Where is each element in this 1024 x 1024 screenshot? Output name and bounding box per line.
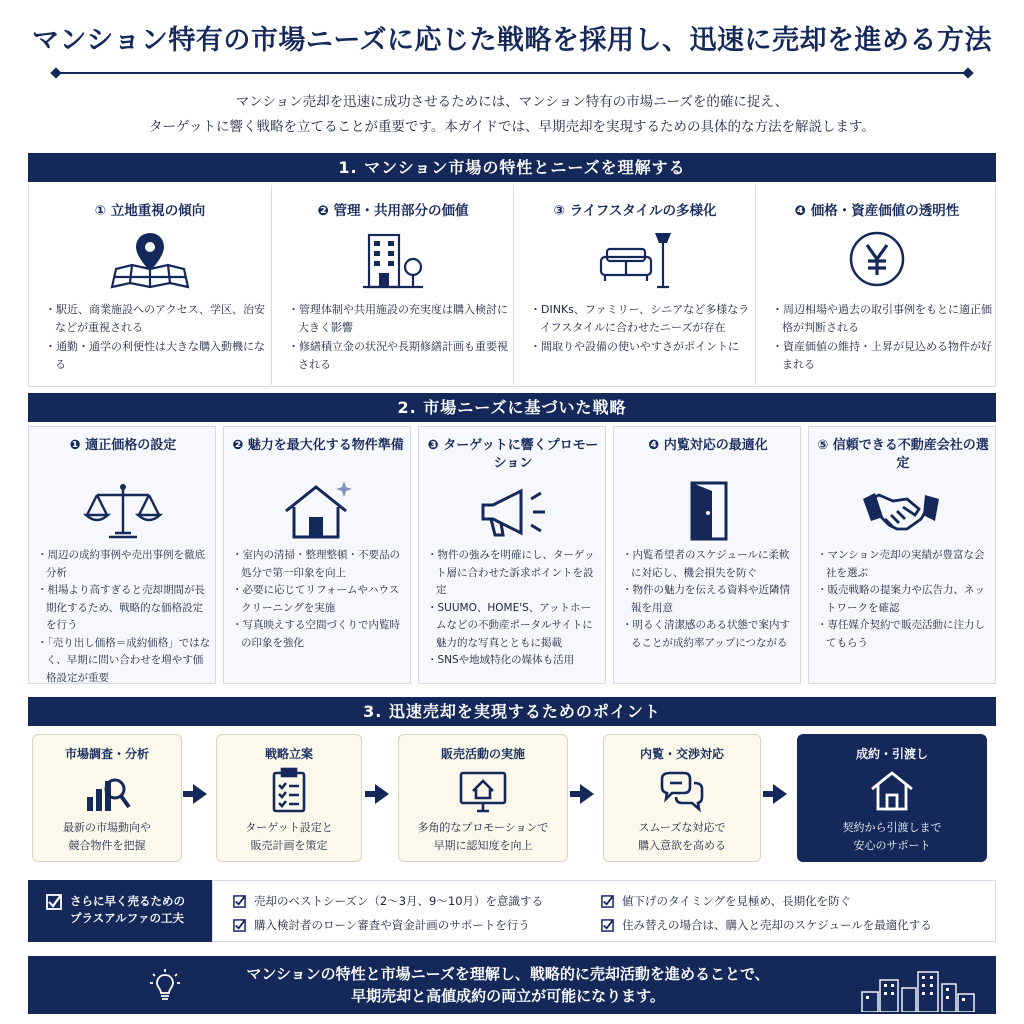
tip-item — [601, 893, 851, 909]
list-item: ・ 物件の強みを明確にし、ターゲット層に合わせた訴求ポイントを設定 — [427, 547, 601, 600]
step-description — [798, 819, 986, 855]
step-line: 競合物件を把握 — [68, 839, 146, 852]
list-item: ・ 必要に応じてリフォームやハウスクリーニングを実施 — [232, 582, 406, 617]
list-item: ・ 駅近、商業施設へのアクセス、学区、治安などが重視される — [45, 301, 265, 337]
card-title: ① 立地重視の傾向 — [94, 203, 206, 219]
map-pin-icon — [110, 229, 190, 289]
section1-panel — [28, 185, 996, 387]
step-description — [399, 819, 567, 855]
tips-label-line: プラスアルファの工夫 — [70, 911, 184, 925]
strategy-card — [223, 426, 411, 684]
bullet-list — [45, 301, 265, 375]
strategy-card — [28, 426, 216, 684]
tip-text: 住み替えの場合は、購入と売却のスケジュールを最適化する — [622, 918, 932, 932]
list-item: ・ 写真映えする空間づくりで内覧時の印象を強化 — [232, 617, 406, 652]
list-item: ・ SUUMO、HOME'S、アットホームなどの不動産ポータルサイトに魅力的な写真とともに掲載 — [427, 600, 601, 653]
title-divider — [56, 72, 968, 74]
step-line: 購入意欲を高める — [638, 839, 726, 852]
step-line: 販売計画を策定 — [250, 839, 328, 852]
clipboard-icon — [265, 767, 313, 815]
tip-text: 売却のベストシーズン（2〜3月、9〜10月）を意識する — [254, 894, 544, 908]
bullet-list — [37, 547, 211, 687]
arrow-right-icon — [773, 784, 787, 804]
list-item: ・ 周辺相場や過去の取引事例をもとに適正価格が判断される — [772, 301, 992, 337]
list-item: ・ SNSや地域特化の媒体も活用 — [427, 652, 601, 670]
list-item: ・ 相場より高すぎると売却期間が長期化するため、戦略的な価格設定を行う — [37, 582, 211, 635]
step-line: 多角的なプロモーションで — [417, 821, 549, 834]
sofa-icon — [595, 229, 675, 289]
chat-bubbles-icon — [658, 767, 706, 815]
strategy-card — [418, 426, 606, 684]
footer-line: 早期売却と高値成約の両立が可能になります。 — [351, 987, 665, 1005]
step-line: ターゲット設定と — [245, 821, 333, 834]
card-title: ❷ 魅力を最大化する物件準備 — [232, 438, 404, 453]
arrow-right-icon — [375, 784, 389, 804]
step-line: 早期に認知度を向上 — [433, 839, 533, 852]
card-title: ⑤ 信頼できる不動産会社の選定 — [817, 438, 989, 471]
step-description — [604, 819, 760, 855]
step-line: 契約から引渡しまで — [842, 821, 942, 834]
list-item: ・ DINKs、ファミリー、シニアなど多様なライフスタイルに合わせたニーズが存在 — [530, 301, 750, 337]
step-description — [217, 819, 361, 855]
door-icon — [668, 479, 748, 543]
tips-label-line: さらに早く売るための — [70, 894, 185, 908]
list-item: ・ 室内の清掃・整理整頓・不要品の処分で第一印象を向上 — [232, 547, 406, 582]
bullet-list — [622, 547, 796, 652]
card-title: ❷ 管理・共用部分の価値 — [317, 203, 469, 219]
list-item: ・ 修繕積立金の状況や長期修繕計画も重要視される — [288, 338, 508, 374]
list-item: ・ 販売戦略の提案力や広告力、ネットワークを確認 — [817, 582, 991, 617]
list-item: ・ 周辺の成約事例や売出事例を徹底分析 — [37, 547, 211, 582]
tips-label-text — [70, 893, 210, 927]
step-title: 市場調査・分析 — [64, 747, 149, 761]
list-item: ・ 通勤・通学の利便性は大きな購入動機になる — [45, 338, 265, 374]
strategy-card — [613, 426, 801, 684]
arrow-right-icon — [580, 784, 594, 804]
megaphone-icon — [473, 479, 553, 543]
step-title: 成約・引渡し — [855, 747, 928, 761]
process-step — [32, 734, 182, 862]
footer-banner — [28, 956, 996, 1014]
step-description — [33, 819, 181, 855]
process-step — [797, 734, 987, 862]
intro-line: マンション売却を迅速に成功させるためには、マンション特有の市場ニーズを的確に捉え、 — [235, 94, 789, 110]
section1-heading: 1. マンション市場の特性とニーズを理解する — [28, 153, 996, 182]
footer-message — [178, 963, 838, 1007]
tip-text: 購入検討者のローン審査や資金計画のサポートを行う — [254, 918, 530, 932]
card-title: ❶ 適正価格の設定 — [69, 438, 177, 453]
list-item: ・ 間取りや設備の使いやすさがポイントに — [530, 338, 750, 356]
list-item: ・ 資産価値の維持・上昇が見込める物件が好まれる — [772, 338, 992, 374]
bullet-list — [772, 301, 992, 375]
city-skyline-icon — [858, 966, 978, 1012]
bullet-list — [530, 301, 750, 357]
lightbulb-icon — [150, 968, 180, 1002]
footer-line: マンションの特性と市場ニーズを理解し、戦略的に売却活動を進めることで、 — [246, 965, 770, 983]
tip-text: 値下げのタイミングを見極め、長期化を防ぐ — [622, 894, 852, 908]
card-title: ❹ 価格・資産価値の透明性 — [794, 203, 960, 219]
market-feature-card — [29, 185, 271, 385]
checkbox-icon — [233, 919, 246, 932]
checkbox-icon — [601, 895, 614, 908]
list-item: ・ 内覧希望者のスケジュールに柔軟に対応し、機会損失を防ぐ — [622, 547, 796, 582]
process-step — [603, 734, 761, 862]
section2-heading: 2. 市場ニーズに基づいた戦略 — [28, 393, 996, 422]
checkbox-icon — [46, 894, 62, 910]
step-title: 内覧・交渉対応 — [639, 747, 724, 761]
house-icon — [868, 767, 916, 815]
strategy-card — [808, 426, 996, 684]
market-feature-card — [513, 185, 755, 385]
bullet-list — [427, 547, 601, 670]
step-title: 販売活動の実施 — [440, 747, 525, 761]
tip-item — [233, 917, 530, 933]
house-sparkle-icon — [278, 479, 358, 543]
list-item: ・ 「売り出し価格＝成約価格」ではなく、早期に問い合わせを増やす価格設定が重要 — [37, 635, 211, 688]
bullet-list — [817, 547, 991, 652]
checkbox-icon — [233, 895, 246, 908]
bullet-list — [288, 301, 508, 375]
handshake-icon — [863, 479, 943, 543]
intro-line: ターゲットに響く戦略を立てることが重要です。本ガイドでは、早期売却を実現するための具体的な方法を解説します。 — [149, 119, 875, 135]
chart-search-icon — [83, 767, 131, 815]
yen-icon — [837, 229, 917, 289]
market-feature-card — [755, 185, 997, 385]
step-line: 安心のサポート — [853, 839, 931, 852]
arrow-right-icon — [193, 784, 207, 804]
tips-label — [28, 880, 212, 942]
monitor-house-icon — [459, 767, 507, 815]
checkbox-icon — [601, 919, 614, 932]
process-step — [398, 734, 568, 862]
page-title: マンション特有の市場ニーズに応じた戦略を採用し、迅速に売却を進める方法 — [32, 25, 992, 56]
intro-text — [40, 90, 984, 140]
list-item: ・ マンション売却の実績が豊富な会社を選ぶ — [817, 547, 991, 582]
step-line: 最新の市場動向や — [63, 821, 151, 834]
card-title: ③ ライフスタイルの多様化 — [553, 203, 717, 219]
step-line: スムーズな対応で — [638, 821, 726, 834]
list-item: ・ 物件の魅力を伝える資料や近隣情報を用意 — [622, 582, 796, 617]
tip-item — [601, 917, 932, 933]
bullet-list — [232, 547, 406, 652]
process-step — [216, 734, 362, 862]
section3-heading: 3. 迅速売却を実現するためのポイント — [28, 697, 996, 726]
list-item: ・ 専任媒介契約で販売活動に注力してもらう — [817, 617, 991, 652]
building-icon — [353, 229, 433, 289]
list-item: ・ 管理体制や共用施設の充実度は購入検討に大きく影響 — [288, 301, 508, 337]
tip-item — [233, 893, 543, 909]
card-title: ❸ ターゲットに響くプロモーション — [427, 438, 599, 471]
scales-icon — [83, 479, 163, 543]
list-item: ・ 明るく清潔感のある状態で案内することが成約率アップにつながる — [622, 617, 796, 652]
market-feature-card — [271, 185, 513, 385]
step-title: 戦略立案 — [264, 747, 313, 761]
tips-panel — [212, 880, 996, 942]
card-title: ❹ 内覧対応の最適化 — [648, 438, 768, 453]
